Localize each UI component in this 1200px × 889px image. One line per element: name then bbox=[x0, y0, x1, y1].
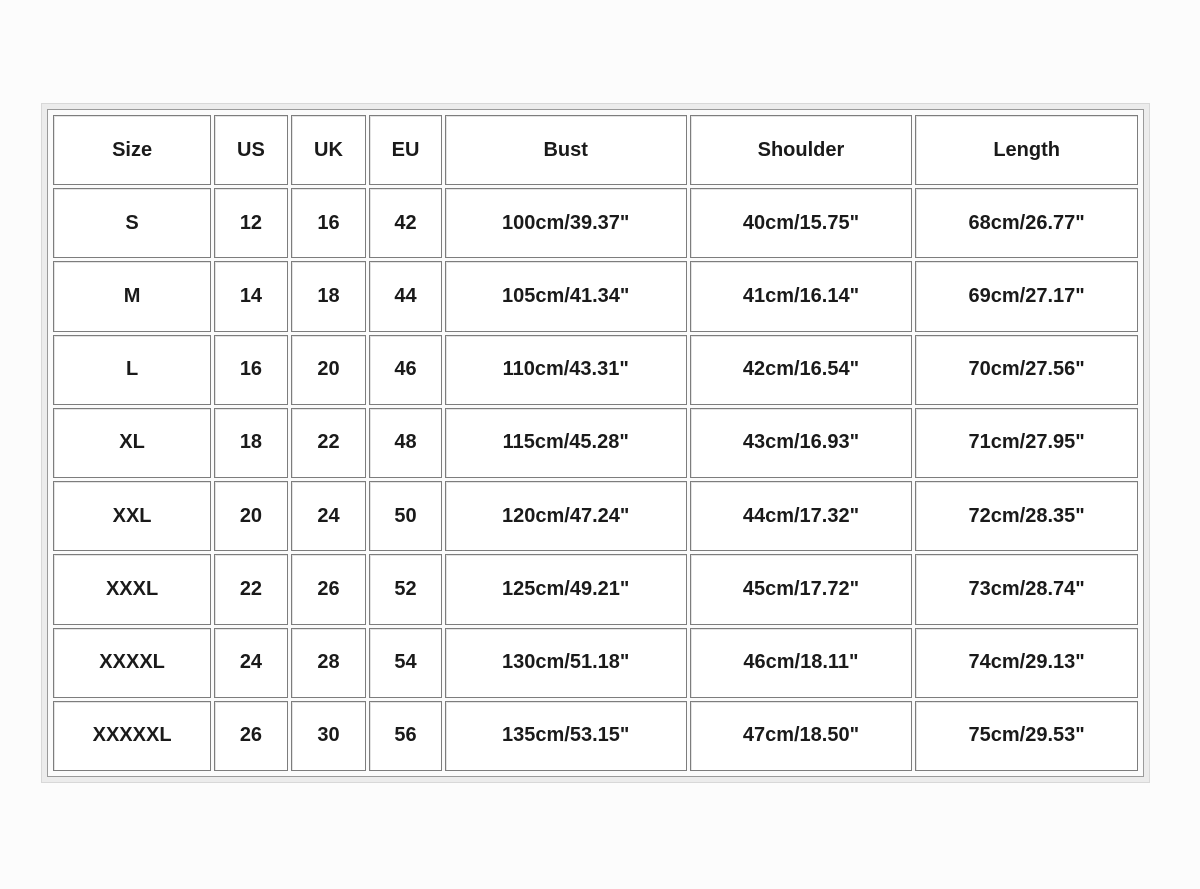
header-eu: EU bbox=[369, 115, 442, 185]
cell-length: 73cm/28.74" bbox=[915, 554, 1138, 624]
cell-eu: 44 bbox=[369, 261, 442, 331]
cell-us: 16 bbox=[214, 335, 288, 405]
header-length: Length bbox=[915, 115, 1138, 185]
table-row bbox=[53, 628, 1138, 698]
cell-eu: 54 bbox=[369, 628, 442, 698]
cell-bust: 130cm/51.18" bbox=[445, 628, 687, 698]
header-size: Size bbox=[53, 115, 211, 185]
cell-shoulder: 44cm/17.32" bbox=[690, 481, 913, 551]
cell-us: 14 bbox=[214, 261, 288, 331]
cell-eu: 48 bbox=[369, 408, 442, 478]
cell-bust: 125cm/49.21" bbox=[445, 554, 687, 624]
table-row bbox=[53, 554, 1138, 624]
table-row bbox=[53, 261, 1138, 331]
cell-eu: 56 bbox=[369, 701, 442, 771]
size-chart-table bbox=[50, 112, 1141, 774]
cell-length: 69cm/27.17" bbox=[915, 261, 1138, 331]
cell-length: 68cm/26.77" bbox=[915, 188, 1138, 258]
cell-length: 75cm/29.53" bbox=[915, 701, 1138, 771]
cell-eu: 52 bbox=[369, 554, 442, 624]
cell-shoulder: 45cm/17.72" bbox=[690, 554, 913, 624]
cell-us: 12 bbox=[214, 188, 288, 258]
table-row bbox=[53, 335, 1138, 405]
table-row bbox=[53, 701, 1138, 771]
cell-size: S bbox=[53, 188, 211, 258]
cell-eu: 46 bbox=[369, 335, 442, 405]
cell-shoulder: 47cm/18.50" bbox=[690, 701, 913, 771]
header-shoulder: Shoulder bbox=[690, 115, 913, 185]
cell-eu: 42 bbox=[369, 188, 442, 258]
cell-shoulder: 41cm/16.14" bbox=[690, 261, 913, 331]
cell-uk: 26 bbox=[291, 554, 367, 624]
cell-size: XXXL bbox=[53, 554, 211, 624]
cell-shoulder: 42cm/16.54" bbox=[690, 335, 913, 405]
cell-uk: 30 bbox=[291, 701, 367, 771]
cell-size: M bbox=[53, 261, 211, 331]
cell-bust: 110cm/43.31" bbox=[445, 335, 687, 405]
cell-bust: 115cm/45.28" bbox=[445, 408, 687, 478]
cell-length: 74cm/29.13" bbox=[915, 628, 1138, 698]
table-row bbox=[53, 481, 1138, 551]
cell-bust: 135cm/53.15" bbox=[445, 701, 687, 771]
cell-uk: 16 bbox=[291, 188, 367, 258]
cell-bust: 105cm/41.34" bbox=[445, 261, 687, 331]
cell-size: L bbox=[53, 335, 211, 405]
size-chart-frame bbox=[41, 103, 1150, 783]
cell-shoulder: 40cm/15.75" bbox=[690, 188, 913, 258]
cell-bust: 120cm/47.24" bbox=[445, 481, 687, 551]
cell-uk: 18 bbox=[291, 261, 367, 331]
cell-size: XXXXL bbox=[53, 628, 211, 698]
cell-bust: 100cm/39.37" bbox=[445, 188, 687, 258]
cell-size: XL bbox=[53, 408, 211, 478]
header-us: US bbox=[214, 115, 288, 185]
cell-size: XXXXXL bbox=[53, 701, 211, 771]
cell-length: 70cm/27.56" bbox=[915, 335, 1138, 405]
header-row bbox=[53, 115, 1138, 185]
size-chart-panel bbox=[47, 109, 1144, 777]
cell-us: 20 bbox=[214, 481, 288, 551]
cell-shoulder: 46cm/18.11" bbox=[690, 628, 913, 698]
cell-us: 22 bbox=[214, 554, 288, 624]
cell-uk: 22 bbox=[291, 408, 367, 478]
cell-uk: 28 bbox=[291, 628, 367, 698]
cell-length: 72cm/28.35" bbox=[915, 481, 1138, 551]
cell-shoulder: 43cm/16.93" bbox=[690, 408, 913, 478]
header-uk: UK bbox=[291, 115, 367, 185]
cell-us: 18 bbox=[214, 408, 288, 478]
cell-us: 26 bbox=[214, 701, 288, 771]
cell-uk: 24 bbox=[291, 481, 367, 551]
cell-us: 24 bbox=[214, 628, 288, 698]
table-row bbox=[53, 408, 1138, 478]
header-bust: Bust bbox=[445, 115, 687, 185]
cell-eu: 50 bbox=[369, 481, 442, 551]
cell-size: XXL bbox=[53, 481, 211, 551]
cell-uk: 20 bbox=[291, 335, 367, 405]
table-row bbox=[53, 188, 1138, 258]
cell-length: 71cm/27.95" bbox=[915, 408, 1138, 478]
